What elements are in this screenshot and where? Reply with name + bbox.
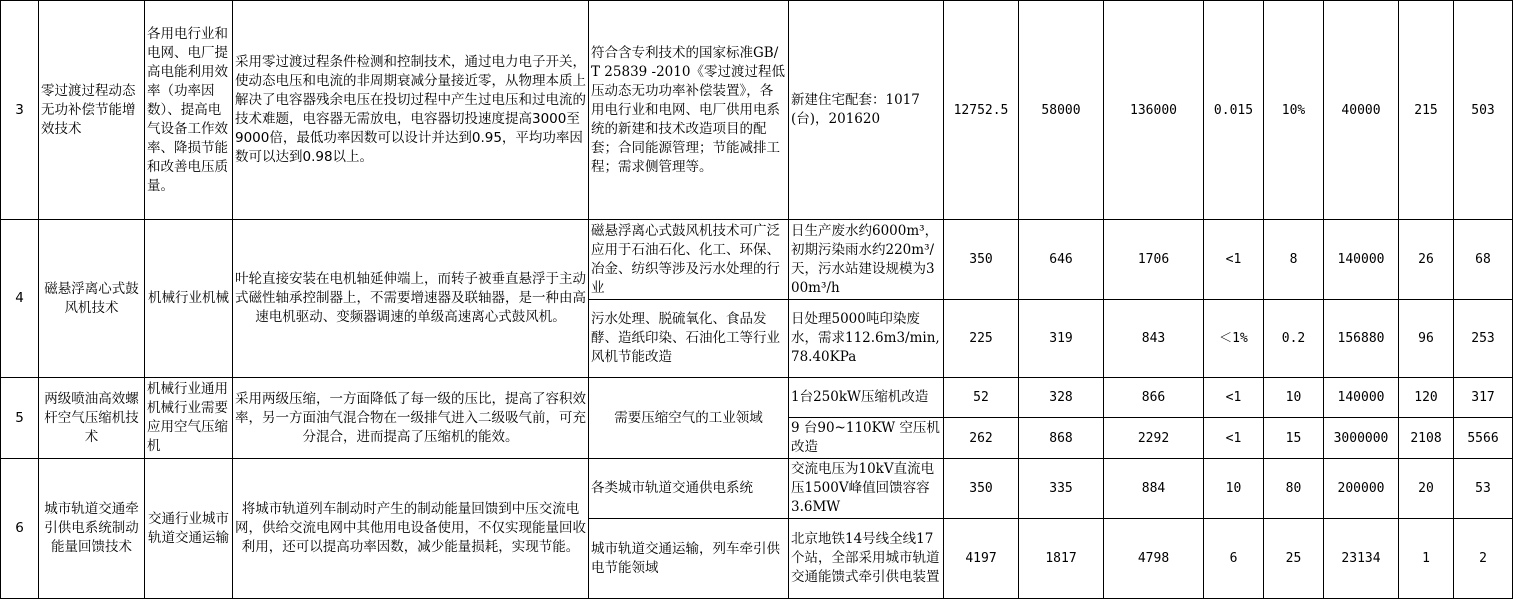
value-cell: ＜1% (1204, 300, 1264, 378)
applicable-industry: 各用电行业和电网、电厂提高电能利用效率（功率因数）、提高电气设备工作效率、降损节能和改善电压质量。 (145, 1, 233, 220)
value-cell: 15 (1264, 418, 1324, 459)
value-cell: 53 (1454, 459, 1513, 519)
technology-description: 叶轮直接安装在电机轴延伸端上，而转子被垂直悬浮于主动式磁性轴承控制器上，不需要增速器及联轴器，是一种由高速电机驱动、变频器调速的单级高速离心式鼓风机。 (233, 220, 589, 378)
value-cell: <1 (1204, 418, 1264, 459)
value-cell: 10 (1204, 459, 1264, 519)
value-cell: 0.015 (1204, 1, 1264, 220)
value-cell: 120 (1399, 378, 1454, 418)
value-cell: 156880 (1324, 300, 1399, 378)
value-cell: 2108 (1399, 418, 1454, 459)
value-cell: 52 (944, 378, 1019, 418)
value-cell: 225 (944, 300, 1019, 378)
value-cell: 58000 (1019, 1, 1104, 220)
value-cell: 1706 (1104, 220, 1204, 300)
value-cell: 136000 (1104, 1, 1204, 220)
application-scope: 城市轨道交通运输，列车牵引供电节能领域 (589, 519, 789, 599)
value-cell: <1 (1204, 220, 1264, 300)
application-scope: 各类城市轨道交通供电系统 (589, 459, 789, 519)
application-scope: 污水处理、脱硫氧化、食品发酵、造纸印染、石油化工等行业风机节能改造 (589, 300, 789, 378)
value-cell: <1 (1204, 378, 1264, 418)
typical-case: 日处理5000吨印染废水，需求112.6m3/min,78.40KPa (789, 300, 944, 378)
technology-name: 磁悬浮离心式鼓风机技术 (39, 220, 145, 378)
table-row (1, 1, 1513, 220)
value-cell: 328 (1019, 378, 1104, 418)
application-scope: 符合含专利技术的国家标准GB/T 25839 -2010《零过渡过程低压动态无功功率补偿装置》，各用电行业和电网、电厂供用电系统的新建和技术改造项目的配套；合同能源管理；节能减排工程；需求侧管理等。 (589, 1, 789, 220)
value-cell: 68 (1454, 220, 1513, 300)
value-cell: 868 (1019, 418, 1104, 459)
value-cell: 96 (1399, 300, 1454, 378)
technology-description: 采用零过渡过程条件检测和控制技术，通过电力电子开关，使动态电压和电流的非周期衰减分量接近零，从物理本质上解决了电容器残余电压在投切过程中产生过电压和过电流的技术难题，电容器无需放电，电容器切投速度提高3000至9000倍，最低功率因数可以设计并达到0.95，平均功率因数可以达到0.98以上。 (233, 1, 589, 220)
technology-name: 两级喷油高效螺杆空气压缩机技术 (39, 378, 145, 459)
value-cell: 12752.5 (944, 1, 1019, 220)
value-cell: 80 (1264, 459, 1324, 519)
technology-description: 将城市轨道列车制动时产生的制动能量回馈到中压交流电网，供给交流电网中其他用电设备使用，不仅实现能量回收利用，还可以提高功率因数，减少能量损耗，实现节能。 (233, 459, 589, 599)
value-cell: 2292 (1104, 418, 1204, 459)
value-cell: 866 (1104, 378, 1204, 418)
typical-case: 交流电压为10kV直流电压1500V峰值回馈容容3.6MW (789, 459, 944, 519)
typical-case: 北京地铁14号线全线17个站，全部采用城市轨道交通能馈式牵引供电装置 (789, 519, 944, 599)
technology-name: 零过渡过程动态无功补偿节能增效技术 (39, 1, 145, 220)
value-cell: 843 (1104, 300, 1204, 378)
value-cell: 4197 (944, 519, 1019, 599)
value-cell: 23134 (1324, 519, 1399, 599)
value-cell: 140000 (1324, 378, 1399, 418)
value-cell: 10 (1264, 378, 1324, 418)
value-cell: 8 (1264, 220, 1324, 300)
value-cell: 503 (1454, 1, 1513, 220)
value-cell: 10% (1264, 1, 1324, 220)
value-cell: 5566 (1454, 418, 1513, 459)
value-cell: 2 (1454, 519, 1513, 599)
row-number: 3 (1, 1, 39, 220)
value-cell: 0.2 (1264, 300, 1324, 378)
value-cell: 6 (1204, 519, 1264, 599)
value-cell: 3000000 (1324, 418, 1399, 459)
table-row (1, 378, 1513, 418)
value-cell: 317 (1454, 378, 1513, 418)
value-cell: 884 (1104, 459, 1204, 519)
applicable-industry: 交通行业城市轨道交通运输 (145, 459, 233, 599)
value-cell: 25 (1264, 519, 1324, 599)
table-row (1, 220, 1513, 300)
value-cell: 1817 (1019, 519, 1104, 599)
technology-description: 采用两级压缩，一方面降低了每一级的压比，提高了容积效率，另一方面油气混合物在一级排气进入二级吸气前，可充分混合，进而提高了压缩机的能效。 (233, 378, 589, 459)
value-cell: 4798 (1104, 519, 1204, 599)
value-cell: 26 (1399, 220, 1454, 300)
applicable-industry: 机械行业通用机械行业需要应用空气压缩机 (145, 378, 233, 459)
application-scope: 需要压缩空气的工业领域 (589, 378, 789, 459)
value-cell: 40000 (1324, 1, 1399, 220)
value-cell: 1 (1399, 519, 1454, 599)
value-cell: 215 (1399, 1, 1454, 220)
row-number: 6 (1, 459, 39, 599)
technology-name: 城市轨道交通牵引供电系统制动能量回馈技术 (39, 459, 145, 599)
value-cell: 262 (944, 418, 1019, 459)
typical-case: 1台250kW压缩机改造 (789, 378, 944, 418)
table-row (1, 459, 1513, 519)
typical-case: 新建住宅配套：1017(台)，201620 (789, 1, 944, 220)
value-cell: 253 (1454, 300, 1513, 378)
value-cell: 319 (1019, 300, 1104, 378)
application-scope: 磁悬浮离心式鼓风机技术可广泛应用于石油石化、化工、环保、冶金、纺织等涉及污水处理的行业 (589, 220, 789, 300)
row-number: 4 (1, 220, 39, 378)
value-cell: 140000 (1324, 220, 1399, 300)
value-cell: 646 (1019, 220, 1104, 300)
applicable-industry: 机械行业机械 (145, 220, 233, 378)
value-cell: 20 (1399, 459, 1454, 519)
value-cell: 350 (944, 220, 1019, 300)
value-cell: 200000 (1324, 459, 1399, 519)
value-cell: 350 (944, 459, 1019, 519)
typical-case: 日生产废水约6000m³，初期污染雨水约220m³/天，污水站建设规模为300m³/h (789, 220, 944, 300)
typical-case: 9 台90~110KW 空压机改造 (789, 418, 944, 459)
row-number: 5 (1, 378, 39, 459)
value-cell: 335 (1019, 459, 1104, 519)
